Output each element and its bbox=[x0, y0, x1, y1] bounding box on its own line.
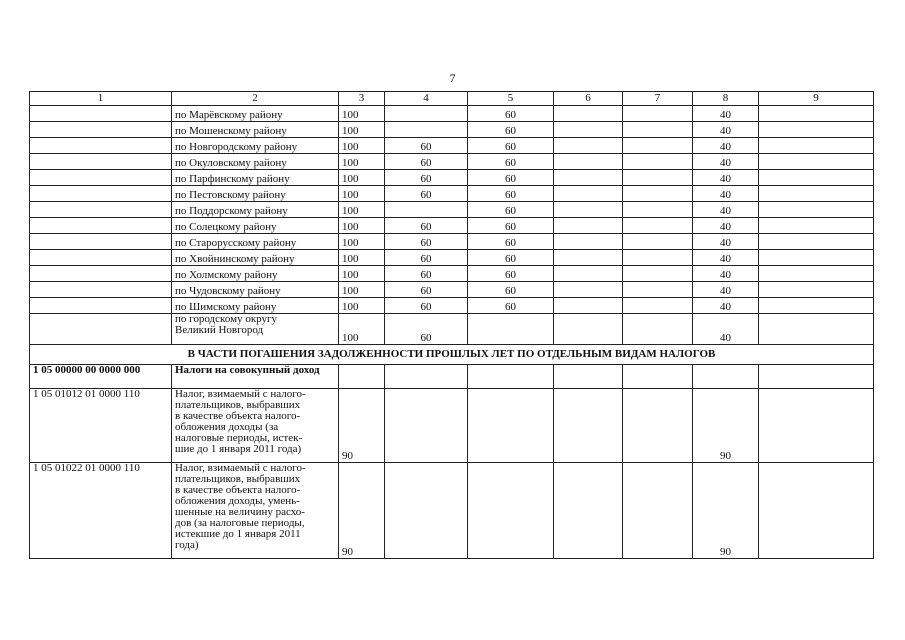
district-name-cell: по Холмскому району bbox=[172, 266, 339, 282]
value-col5-cell: 60 bbox=[468, 266, 554, 282]
value-col4-cell bbox=[385, 463, 468, 559]
value-col5-cell: 60 bbox=[468, 138, 554, 154]
value-col6-cell bbox=[554, 463, 623, 559]
value-col4-cell: 60 bbox=[385, 282, 468, 298]
value-col4-cell: 60 bbox=[385, 250, 468, 266]
value-col3-cell: 100 bbox=[339, 186, 385, 202]
value-col7-cell bbox=[623, 202, 693, 218]
value-col5-cell: 60 bbox=[468, 202, 554, 218]
value-col8-cell: 90 bbox=[693, 389, 759, 463]
district-row bbox=[30, 298, 874, 314]
district-row bbox=[30, 122, 874, 138]
value-col7-cell bbox=[623, 234, 693, 250]
value-col7-cell bbox=[623, 463, 693, 559]
district-name-cell: по Чудовскому району bbox=[172, 282, 339, 298]
value-col9-cell bbox=[759, 186, 874, 202]
section-title: В ЧАСТИ ПОГАШЕНИЯ ЗАДОЛЖЕННОСТИ ПРОШЛЫХ ЛЕТ ПО ОТДЕЛЬНЫМ ВИДАМ НАЛОГОВ bbox=[30, 345, 874, 365]
value-col3-cell: 100 bbox=[339, 170, 385, 186]
value-col5-cell bbox=[468, 314, 554, 345]
value-col8-cell: 40 bbox=[693, 202, 759, 218]
value-col6-cell bbox=[554, 138, 623, 154]
value-col6-cell bbox=[554, 122, 623, 138]
value-col8-cell: 40 bbox=[693, 282, 759, 298]
code-cell bbox=[30, 266, 172, 282]
value-col7-cell bbox=[623, 314, 693, 345]
value-col9-cell bbox=[759, 389, 874, 463]
group-name-cell: Налоги на совокупный доход bbox=[172, 365, 339, 389]
value-col3-cell: 100 bbox=[339, 314, 385, 345]
district-name-cell: по Старорусскому району bbox=[172, 234, 339, 250]
city-district-row bbox=[30, 314, 874, 345]
district-row bbox=[30, 266, 874, 282]
value-col9-cell bbox=[759, 250, 874, 266]
district-name-cell: по Новгородскому району bbox=[172, 138, 339, 154]
value-col6-cell bbox=[554, 250, 623, 266]
code-cell bbox=[30, 250, 172, 266]
value-col3-cell: 100 bbox=[339, 218, 385, 234]
value-col6-cell bbox=[554, 170, 623, 186]
value-col9-cell bbox=[759, 463, 874, 559]
header-cell-5: 5 bbox=[468, 92, 554, 106]
value-col9-cell bbox=[759, 365, 874, 389]
value-col7-cell bbox=[623, 389, 693, 463]
value-col4-cell: 60 bbox=[385, 154, 468, 170]
value-col6-cell bbox=[554, 154, 623, 170]
district-name-cell: по Парфинскому району bbox=[172, 170, 339, 186]
value-col5-cell: 60 bbox=[468, 154, 554, 170]
district-name-cell: по Марёвскому району bbox=[172, 106, 339, 122]
value-col3-cell: 100 bbox=[339, 106, 385, 122]
value-col5-cell: 60 bbox=[468, 234, 554, 250]
value-col9-cell bbox=[759, 314, 874, 345]
tax-row bbox=[30, 463, 874, 559]
value-col4-cell: 60 bbox=[385, 314, 468, 345]
value-col3-cell: 100 bbox=[339, 138, 385, 154]
value-col8-cell: 40 bbox=[693, 250, 759, 266]
value-col7-cell bbox=[623, 298, 693, 314]
code-cell bbox=[30, 234, 172, 250]
value-col4-cell: 60 bbox=[385, 266, 468, 282]
value-col5-cell: 60 bbox=[468, 122, 554, 138]
value-col8-cell: 40 bbox=[693, 170, 759, 186]
value-col4-cell: 60 bbox=[385, 170, 468, 186]
value-col9-cell bbox=[759, 202, 874, 218]
value-col8-cell: 40 bbox=[693, 138, 759, 154]
value-col9-cell bbox=[759, 234, 874, 250]
page-number: 7 bbox=[449, 71, 456, 85]
district-name-cell: по Шимскому району bbox=[172, 298, 339, 314]
code-cell bbox=[30, 298, 172, 314]
value-col3-cell: 100 bbox=[339, 202, 385, 218]
value-col3-cell: 100 bbox=[339, 298, 385, 314]
value-col5-cell: 60 bbox=[468, 106, 554, 122]
value-col5-cell: 60 bbox=[468, 298, 554, 314]
code-cell bbox=[30, 282, 172, 298]
code-cell bbox=[30, 138, 172, 154]
district-row bbox=[30, 202, 874, 218]
value-col3-cell: 100 bbox=[339, 234, 385, 250]
value-col5-cell: 60 bbox=[468, 250, 554, 266]
value-col6-cell bbox=[554, 266, 623, 282]
district-name-cell: по городскому округу Великий Новгород bbox=[172, 314, 339, 345]
value-col3-cell: 90 bbox=[339, 463, 385, 559]
district-name-cell: по Пестовскому району bbox=[172, 186, 339, 202]
district-name-cell: по Хвойнинскому району bbox=[172, 250, 339, 266]
code-cell bbox=[30, 202, 172, 218]
value-col9-cell bbox=[759, 122, 874, 138]
value-col8-cell: 40 bbox=[693, 266, 759, 282]
value-col6-cell bbox=[554, 234, 623, 250]
value-col8-cell: 40 bbox=[693, 106, 759, 122]
header-cell-8: 8 bbox=[693, 92, 759, 106]
group-code-cell: 1 05 00000 00 0000 000 bbox=[30, 365, 172, 389]
header-cell-1: 1 bbox=[30, 92, 172, 106]
value-col7-cell bbox=[623, 138, 693, 154]
value-col6-cell bbox=[554, 282, 623, 298]
district-row bbox=[30, 186, 874, 202]
tax-code-cell: 1 05 01022 01 0000 110 bbox=[30, 463, 172, 559]
value-col4-cell: 60 bbox=[385, 186, 468, 202]
column-number-header-row bbox=[30, 92, 874, 106]
value-col8-cell: 40 bbox=[693, 298, 759, 314]
code-cell bbox=[30, 218, 172, 234]
value-col7-cell bbox=[623, 106, 693, 122]
value-col8-cell: 40 bbox=[693, 234, 759, 250]
district-row bbox=[30, 234, 874, 250]
value-col8-cell bbox=[693, 365, 759, 389]
value-col4-cell: 60 bbox=[385, 234, 468, 250]
value-col6-cell bbox=[554, 298, 623, 314]
value-col8-cell: 90 bbox=[693, 463, 759, 559]
tax-name-cell: Налог, взимаемый с налого- плательщиков, выбравших в качестве объекта налого- обложения доходы (за налоговые периоды, истек- шие до 1 января 2011 года) bbox=[172, 389, 339, 463]
value-col7-cell bbox=[623, 218, 693, 234]
value-col5-cell: 60 bbox=[468, 170, 554, 186]
header-cell-2: 2 bbox=[172, 92, 339, 106]
value-col3-cell: 100 bbox=[339, 266, 385, 282]
value-col4-cell bbox=[385, 122, 468, 138]
value-col9-cell bbox=[759, 282, 874, 298]
code-cell bbox=[30, 186, 172, 202]
value-col7-cell bbox=[623, 170, 693, 186]
tax-name-cell: Налог, взимаемый с налого- плательщиков, выбравших в качестве объекта налого- обложения доходы, умень- шенные на величину расхо- дов (за налоговые периоды, истекшие до 1 января 2011 года) bbox=[172, 463, 339, 559]
value-col6-cell bbox=[554, 202, 623, 218]
value-col4-cell bbox=[385, 365, 468, 389]
district-name-cell: по Мошенскому району bbox=[172, 122, 339, 138]
value-col6-cell bbox=[554, 314, 623, 345]
budget-distribution-table bbox=[29, 91, 874, 559]
value-col7-cell bbox=[623, 154, 693, 170]
value-col9-cell bbox=[759, 138, 874, 154]
section-title-row bbox=[30, 345, 874, 365]
district-name-cell: по Солецкому району bbox=[172, 218, 339, 234]
district-row bbox=[30, 282, 874, 298]
district-row bbox=[30, 138, 874, 154]
value-col5-cell: 60 bbox=[468, 218, 554, 234]
district-row bbox=[30, 154, 874, 170]
value-col5-cell bbox=[468, 463, 554, 559]
value-col5-cell bbox=[468, 389, 554, 463]
value-col4-cell bbox=[385, 202, 468, 218]
district-name-cell: по Поддорскому району bbox=[172, 202, 339, 218]
code-cell bbox=[30, 314, 172, 345]
district-row bbox=[30, 106, 874, 122]
value-col4-cell: 60 bbox=[385, 138, 468, 154]
value-col3-cell bbox=[339, 365, 385, 389]
value-col8-cell: 40 bbox=[693, 154, 759, 170]
value-col5-cell: 60 bbox=[468, 186, 554, 202]
value-col8-cell: 40 bbox=[693, 218, 759, 234]
value-col3-cell: 90 bbox=[339, 389, 385, 463]
value-col6-cell bbox=[554, 218, 623, 234]
value-col4-cell: 60 bbox=[385, 298, 468, 314]
district-name-cell: по Окуловскому району bbox=[172, 154, 339, 170]
value-col4-cell bbox=[385, 106, 468, 122]
value-col3-cell: 100 bbox=[339, 250, 385, 266]
value-col9-cell bbox=[759, 218, 874, 234]
header-cell-7: 7 bbox=[623, 92, 693, 106]
value-col8-cell: 40 bbox=[693, 122, 759, 138]
value-col9-cell bbox=[759, 154, 874, 170]
header-cell-9: 9 bbox=[759, 92, 874, 106]
value-col3-cell: 100 bbox=[339, 122, 385, 138]
code-cell bbox=[30, 154, 172, 170]
value-col9-cell bbox=[759, 266, 874, 282]
value-col4-cell: 60 bbox=[385, 218, 468, 234]
value-col7-cell bbox=[623, 282, 693, 298]
district-row bbox=[30, 170, 874, 186]
value-col6-cell bbox=[554, 106, 623, 122]
tax-row bbox=[30, 389, 874, 463]
value-col6-cell bbox=[554, 389, 623, 463]
value-col7-cell bbox=[623, 122, 693, 138]
value-col7-cell bbox=[623, 365, 693, 389]
value-col9-cell bbox=[759, 106, 874, 122]
value-col8-cell: 40 bbox=[693, 186, 759, 202]
value-col7-cell bbox=[623, 250, 693, 266]
code-cell bbox=[30, 106, 172, 122]
value-col3-cell: 100 bbox=[339, 154, 385, 170]
tax-code-cell: 1 05 01012 01 0000 110 bbox=[30, 389, 172, 463]
value-col6-cell bbox=[554, 186, 623, 202]
code-cell bbox=[30, 170, 172, 186]
value-col5-cell bbox=[468, 365, 554, 389]
value-col4-cell bbox=[385, 389, 468, 463]
tax-group-row bbox=[30, 365, 874, 389]
value-col9-cell bbox=[759, 298, 874, 314]
value-col6-cell bbox=[554, 365, 623, 389]
code-cell bbox=[30, 122, 172, 138]
value-col7-cell bbox=[623, 186, 693, 202]
value-col9-cell bbox=[759, 170, 874, 186]
value-col3-cell: 100 bbox=[339, 282, 385, 298]
district-row bbox=[30, 218, 874, 234]
header-cell-6: 6 bbox=[554, 92, 623, 106]
value-col7-cell bbox=[623, 266, 693, 282]
header-cell-4: 4 bbox=[385, 92, 468, 106]
value-col5-cell: 60 bbox=[468, 282, 554, 298]
district-row bbox=[30, 250, 874, 266]
header-cell-3: 3 bbox=[339, 92, 385, 106]
value-col8-cell: 40 bbox=[693, 314, 759, 345]
